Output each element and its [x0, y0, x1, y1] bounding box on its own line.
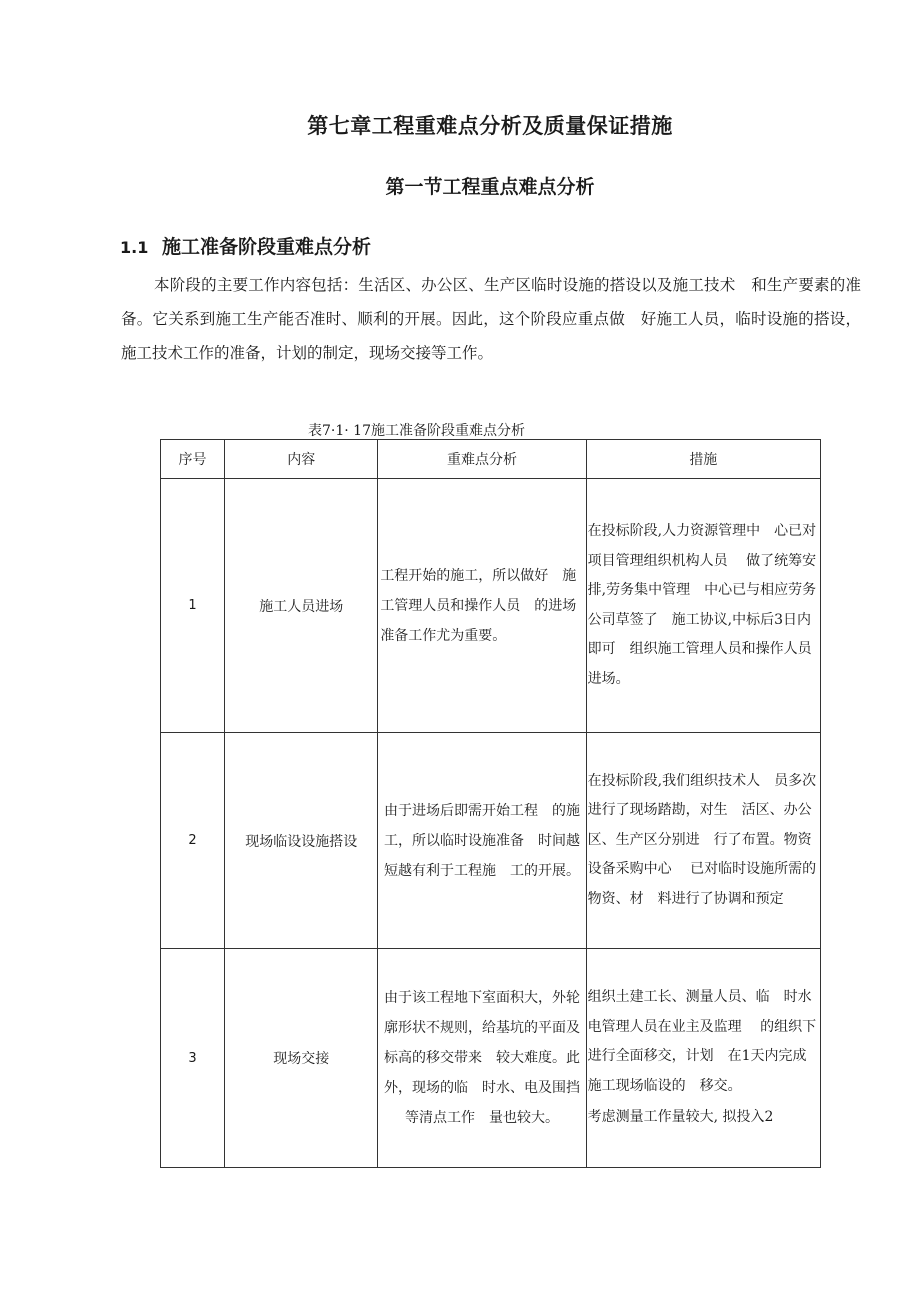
row-measure-cell [586, 949, 820, 1168]
subsection-title: 施工准备阶段重难点分析 [162, 236, 372, 258]
section-title: 第一节工程重点难点分析 [385, 176, 595, 198]
row-index: 2 [161, 733, 225, 949]
header-measure: 措施 [586, 440, 820, 479]
row-measure-extra: 考虑测量工作量较大, 拟投入2 [587, 1109, 774, 1126]
row-index: 1 [161, 479, 225, 733]
intro-paragraph: 本阶段的主要工作内容包括：生活区、办公区、生产区临时设施的搭设以及施工技术 和生产要素的准备。它关系到施工生产能否准时、顺利的开展。因此，这个阶段应重点做 好施工人员，临时设施的搭设，施工技术工作的准备，计划的制定，现场交接等工作。 [121, 276, 861, 362]
table-row [161, 479, 821, 733]
header-content: 内容 [225, 440, 378, 479]
header-difficulty: 重难点分析 [378, 440, 586, 479]
row-content: 施工人员进场 [225, 479, 378, 733]
table-caption: 表7·1· 17施工准备阶段重难点分析 [308, 423, 525, 439]
row-measure: 在投标阶段,我们组织技术人 员多次进行了现场踏勘，对生 活区、办公区、生产区分别进 行了布置。物资设备采购中心 已对临时设施所需的物资、材 料进行了协调和预定 [586, 733, 820, 949]
subsection-heading [120, 232, 371, 259]
header-index: 序号 [161, 440, 225, 479]
row-index: 3 [161, 949, 225, 1168]
row-difficulty: 由于进场后即需开始工程 的施工，所以临时设施准备 时间越短越有利于工程施 工的开展。 [378, 733, 586, 949]
row-difficulty: 由于该工程地下室面积大，外轮廓形状不规则，给基坑的平面及标高的移交带来 较大难度。此外，现场的临 时水、电及围挡等清点工作 量也较大。 [378, 949, 586, 1168]
chapter-title: 第七章工程重难点分析及质量保证措施 [307, 114, 673, 138]
row-content: 现场交接 [225, 949, 378, 1168]
table-row [161, 949, 821, 1168]
row-content: 现场临设设施搭设 [225, 733, 378, 949]
row-difficulty: 工程开始的施工，所以做好 施工管理人员和操作人员 的进场准备工作尤为重要。 [378, 479, 586, 733]
subsection-number: 1.1 [120, 238, 149, 257]
difficulty-analysis-table [160, 439, 826, 1168]
row-measure: 组织土建工长、测量人员、临 时水电管理人员在业主及监理 的组织下进行全面移交，计划 在1天内完成施工现场临设的 移交。 [587, 989, 817, 1094]
table-header-row [161, 440, 821, 479]
table-row [161, 733, 821, 949]
row-measure: 在投标阶段,人力资源管理中 心已对项目管理组织机构人员 做了统筹安排,劳务集中管理 中心已与相应劳务公司草签了 施工协议,中标后3日内即可 组织施工管理人员和操作人员 进场。 [586, 479, 820, 733]
